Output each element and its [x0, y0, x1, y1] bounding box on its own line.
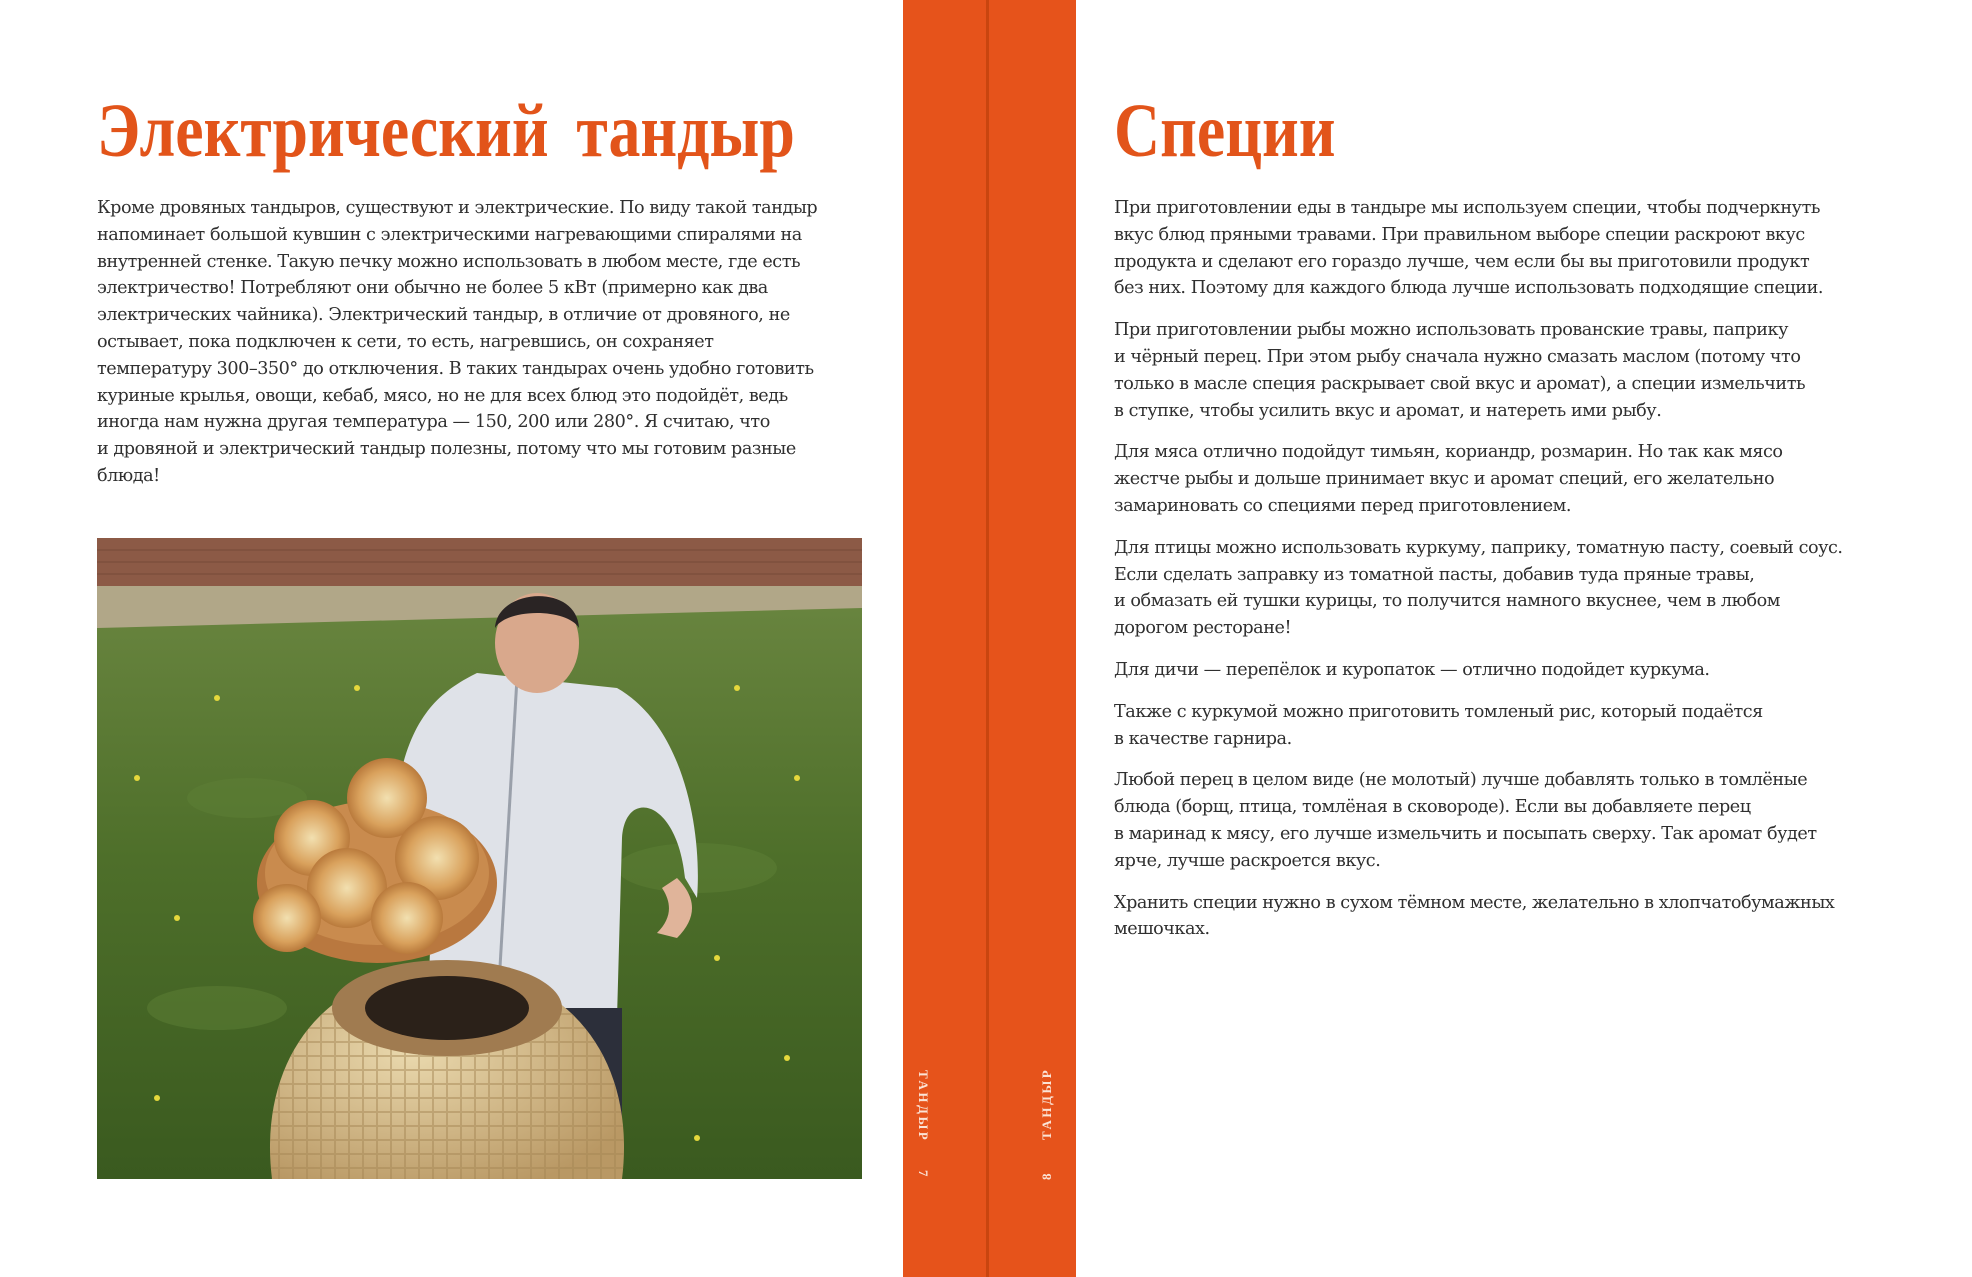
right-page-body — [1114, 195, 1954, 958]
text-line: При приготовлении еды в тандыре мы используем специи, чтобы подчеркнуть — [1114, 198, 1820, 218]
spine-band-right — [989, 0, 1076, 1277]
text-line: в маринад к мясу, его лучше измельчить и посыпать сверху. Так аромат будет — [1114, 823, 1817, 844]
text-line: и чёрный перец. При этом рыбу сначала нужно смазать маслом (потому что — [1114, 346, 1801, 367]
paragraph — [1114, 439, 1954, 519]
text-line: внутренней стенке. Такую печку можно использовать в любом месте, где есть — [97, 251, 801, 272]
text-line: электрических чайника). Электрический тандыр, в отличие от дровяного, не — [97, 305, 790, 326]
text-line: дорогом ресторане! — [1114, 618, 1292, 639]
text-line: температуру 300–350° до отключения. В таких тандырах очень удобно готовить — [97, 358, 814, 379]
text-line: остывает, пока подключен к сети, то есть, нагревшись, он сохраняет — [97, 331, 714, 352]
text-line: Любой перец в целом виде (не молотый) лучше добавлять только в томлёные — [1114, 770, 1808, 791]
text-line: без них. Поэтому для каждого блюда лучше использовать подходящие специи. — [1114, 278, 1823, 299]
text-line: жестче рыбы и дольше принимает вкус и аромат специй, его желательно — [1114, 469, 1775, 490]
paragraph — [1114, 317, 1954, 424]
text-line: Кроме дровяных тандыров, существуют и электрические. По виду такой тандыр — [97, 198, 818, 218]
text-line: ярче, лучше раскроется вкус. — [1114, 850, 1381, 871]
text-line: При приготовлении рыбы можно использовать прованские травы, паприку — [1114, 320, 1788, 341]
spine-left-page-number: 7 — [916, 1170, 931, 1179]
text-line: Для дичи — перепёлок и куропаток — отлично подойдет куркума. — [1114, 659, 1710, 680]
text-line: продукта и сделают его гораздо лучше, чем если бы вы приготовили продукт — [1114, 251, 1810, 272]
paragraph — [1114, 657, 1954, 684]
paragraph — [1114, 535, 1954, 642]
text-line: Для птицы можно использовать куркуму, паприку, томатную пасту, соевый соус. — [1114, 537, 1843, 558]
right-page — [1080, 0, 1972, 1277]
paragraph — [1114, 195, 1954, 302]
text-line: блюда (борщ, птица, томлёная в сковороде). Если вы добавляете перец — [1114, 797, 1751, 818]
text-line: напоминает большой кувшин с электрическими нагревающими спиралями на — [97, 224, 802, 245]
paragraph — [1114, 890, 1954, 944]
text-line: вкус блюд пряными травами. При правильном выборе специи раскроют вкус — [1114, 224, 1805, 245]
spine-right-page-number: 8 — [1039, 1171, 1054, 1180]
left-page-body — [97, 195, 877, 490]
text-line: блюда! — [97, 465, 160, 486]
text-line: и дровяной и электрический тандыр полезны, потому что мы готовим разные — [97, 439, 796, 460]
text-line: Также с куркумой можно приготовить томленый рис, который подаётся — [1114, 701, 1763, 722]
text-line: иногда нам нужна другая температура — 150, 200 или 280°. Я считаю, что — [97, 412, 770, 433]
text-line: Хранить специи нужно в сухом тёмном месте, желательно в хлопчатобумажных — [1114, 892, 1835, 913]
spine-right-label: ТАНДЫР — [1039, 1067, 1054, 1140]
left-page-title: Электрический тандыр — [97, 89, 795, 173]
paragraph — [1114, 767, 1954, 874]
text-line: Для мяса отлично подойдут тимьян, кориандр, розмарин. Но так как мясо — [1114, 442, 1783, 463]
text-line: Если сделать заправку из томатной пасты, добавив туда пряные травы, — [1114, 564, 1755, 585]
right-page-title: Специи — [1114, 89, 1336, 173]
paragraph — [1114, 699, 1954, 753]
text-line: и обмазать ей тушки курицы, то получится намного вкуснее, чем в любом — [1114, 591, 1780, 612]
text-line: мешочках. — [1114, 919, 1210, 940]
spine-left-label: ТАНДЫР — [916, 1070, 931, 1143]
chef-tandoor-photo — [97, 538, 862, 1179]
text-line: в ступке, чтобы усилить вкус и аромат, и натереть ими рыбу. — [1114, 400, 1662, 421]
text-line: в качестве гарнира. — [1114, 728, 1292, 749]
text-line: куриные крылья, овощи, кебаб, мясо, но не для всех блюд это подойдёт, ведь — [97, 385, 788, 406]
text-line: замариновать со специями перед приготовлением. — [1114, 495, 1572, 516]
text-line: только в масле специя раскрывает свой вкус и аромат), а специи измельчить — [1114, 373, 1806, 394]
text-line: электричество! Потребляют они обычно не более 5 кВт (примерно как два — [97, 278, 768, 299]
